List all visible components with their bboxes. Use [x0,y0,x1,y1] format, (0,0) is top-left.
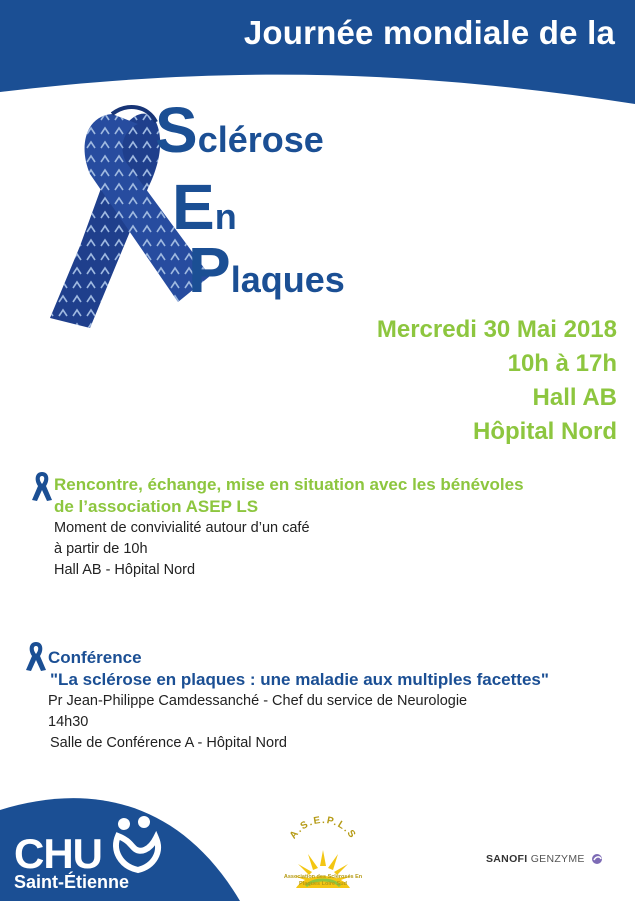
header-title: Journée mondiale de la [243,14,615,51]
sanofi-swirl-icon [591,853,603,865]
section-rencontre-line-1: Moment de convivialité autour d’un café [54,520,310,536]
asepls-caption: Association des Sclérosés En Plaques Loire Sud [283,874,363,887]
section-rencontre-line-2: à partir de 10h [54,541,148,557]
section-conference-title: "La sclérose en plaques : une maladie aux multiples facettes" [50,670,549,689]
sanofi-genzyme-logo [486,853,603,865]
sep-rest-clerose: clérose [197,119,324,160]
sep-cap-e: E [172,171,215,243]
sep-word-sclerose [155,93,324,167]
sep-rest-laques: laques [230,259,345,300]
genzyme-text: GENZYME [530,853,585,865]
mini-ribbon-icon [30,470,54,502]
svg-text:A.S.E.P.L.S [288,815,358,841]
event-site: Hôpital Nord [473,418,617,445]
section-conference-speaker: Pr Jean-Philippe Camdessanché - Chef du service de Neurologie [48,693,468,709]
section-rencontre-line-3: Hall AB - Hôpital Nord [54,562,196,578]
sep-cap-s: S [155,94,198,166]
chu-logo-icon [110,814,164,874]
mini-ribbon-icon [24,640,48,672]
section-rencontre [54,474,524,581]
sanofi-text: SANOFI [486,853,528,865]
section-conference-time: 14h30 [48,714,89,730]
asepls-letters: A.S.E.P.L.S [287,814,359,842]
section-conference [48,647,549,754]
section-rencontre-title-1: Rencontre, échange, mise en situation avec les bénévoles [54,475,524,494]
section-rencontre-title-2: de l’association ASEP LS [54,497,259,516]
sep-cap-p: P [188,234,231,306]
chu-logo-city: Saint-Étienne [14,872,130,892]
section-conference-label: Conférence [48,648,142,667]
section-conference-place: Salle de Conférence A - Hôpital Nord [50,735,287,751]
event-time: 10h à 17h [507,350,617,377]
event-place: Hall AB [532,384,617,411]
event-info [377,313,617,449]
sep-word-plaques [188,233,345,307]
event-date: Mercredi 30 Mai 2018 [376,316,617,343]
chu-logo-text: CHU [14,830,102,877]
sep-rest-n: n [214,196,237,237]
